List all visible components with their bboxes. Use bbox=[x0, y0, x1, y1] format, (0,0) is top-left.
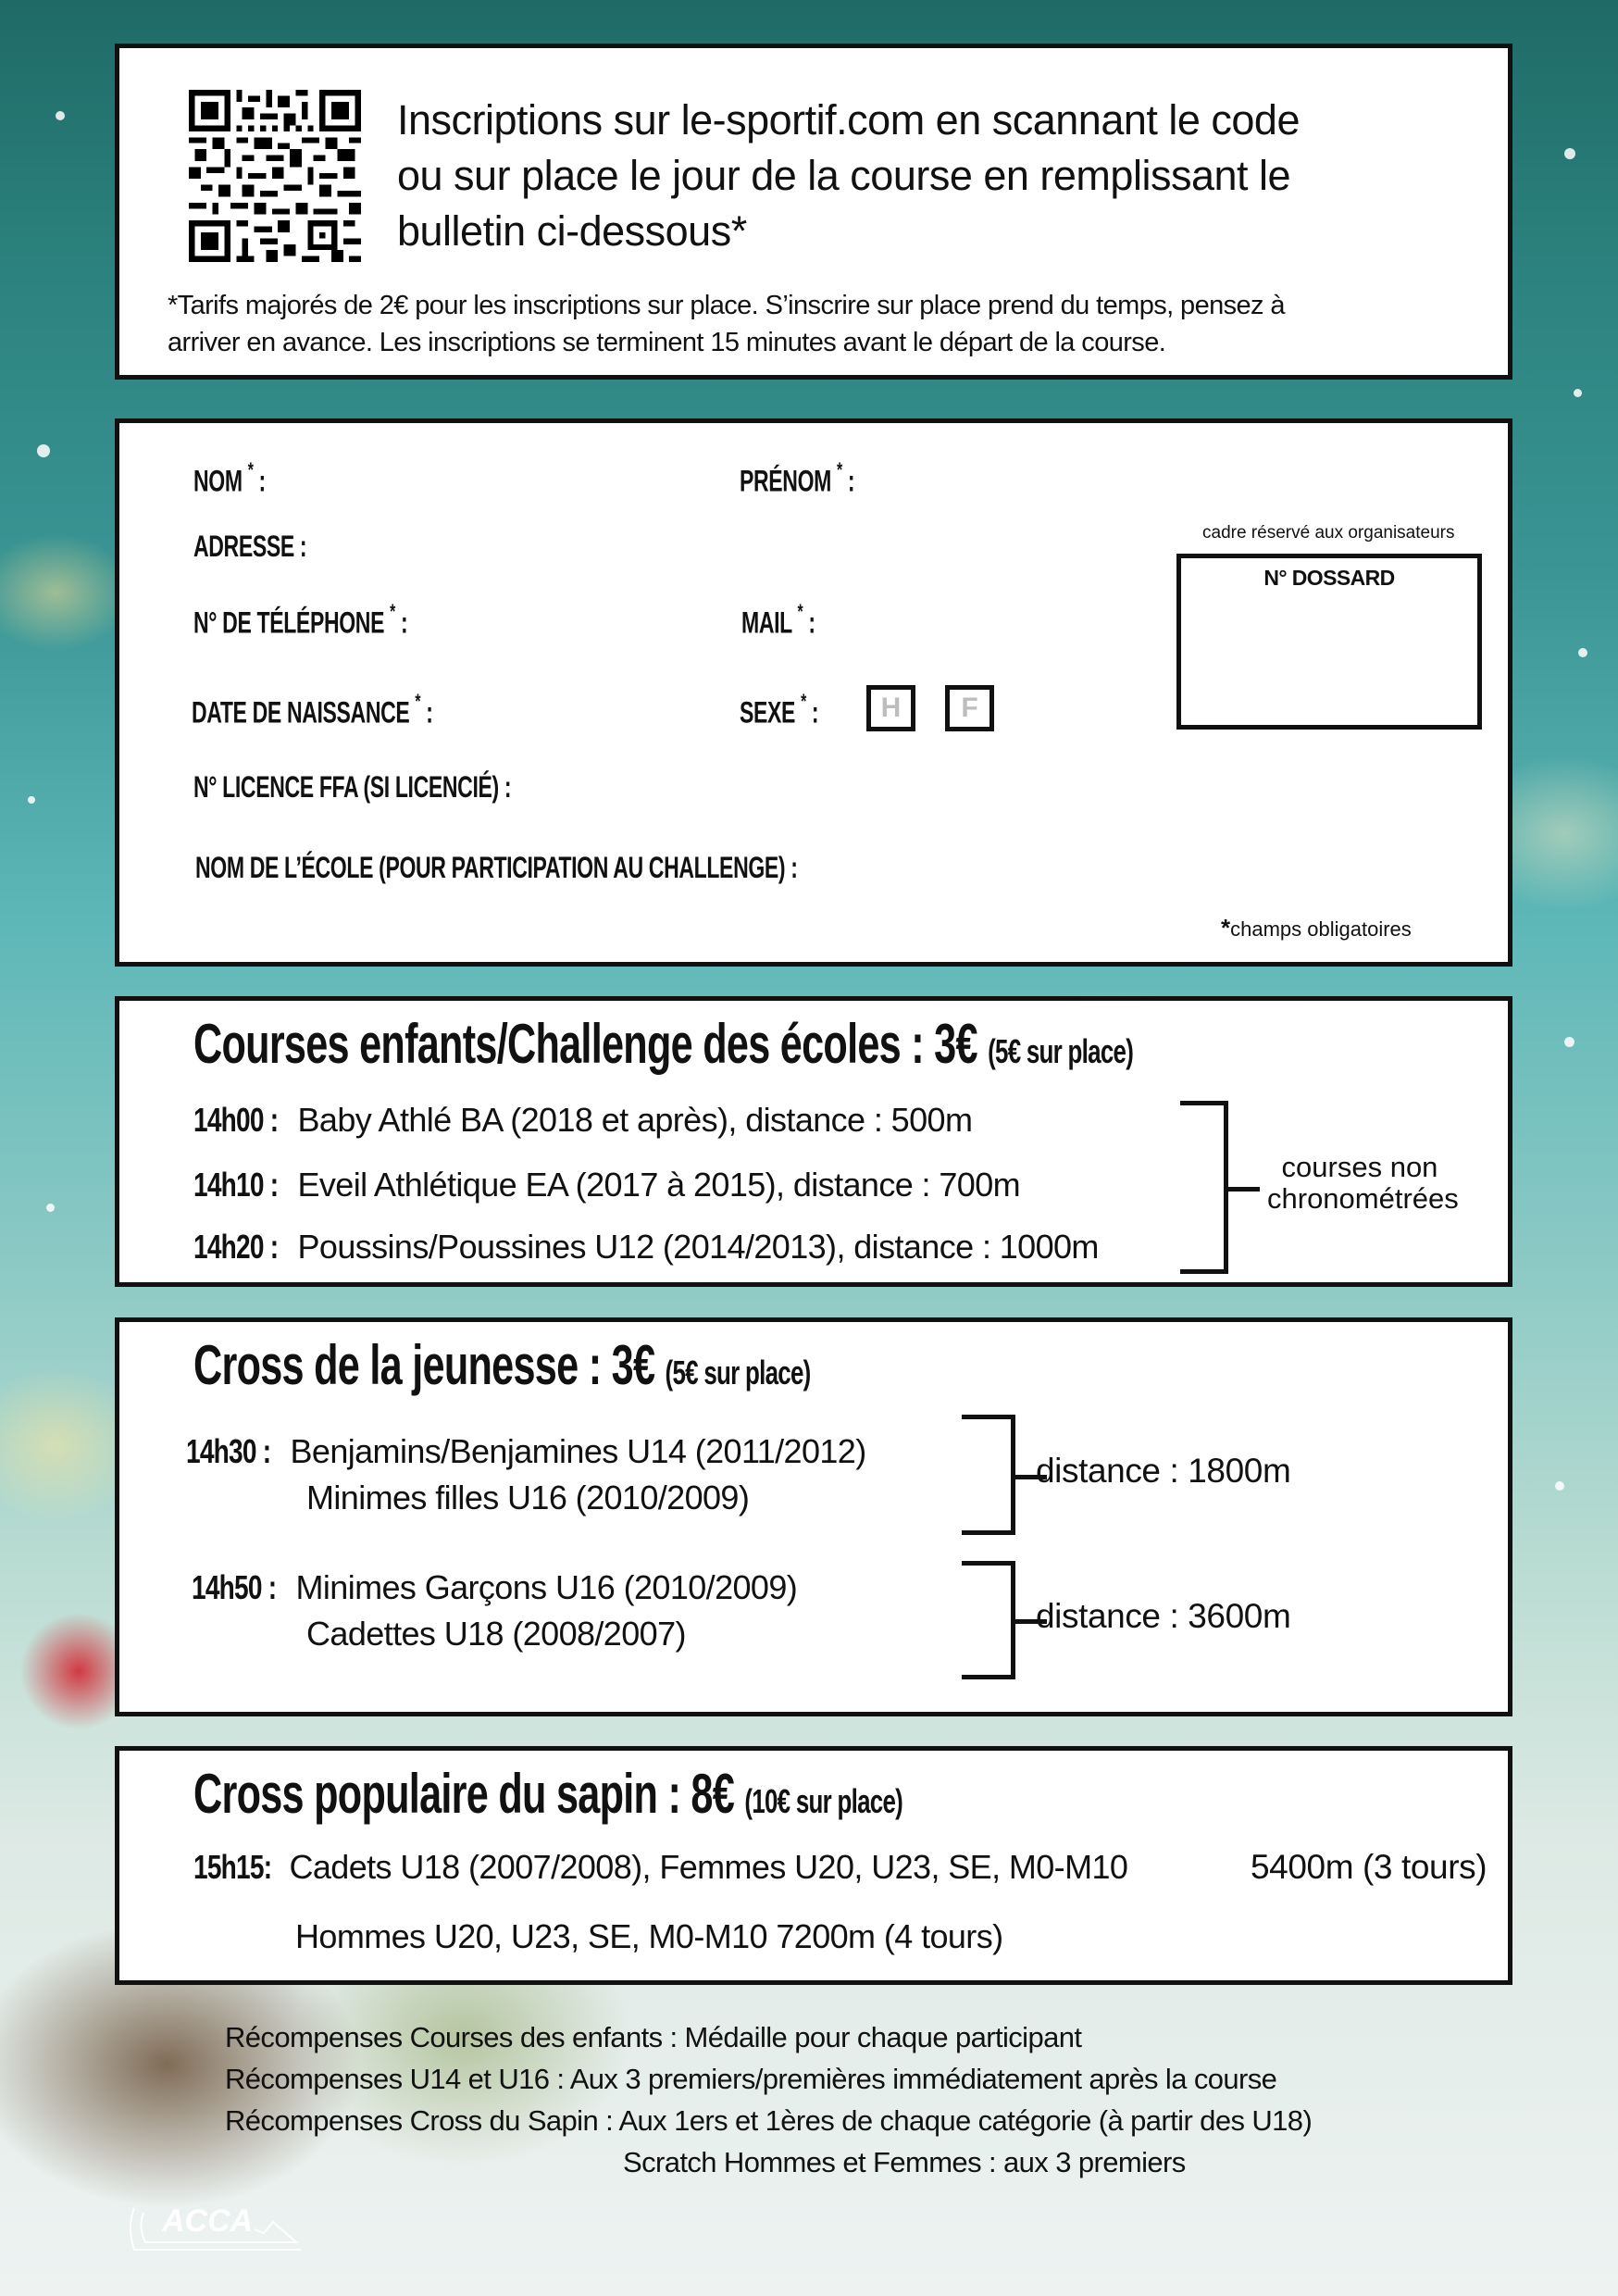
race-categories: Cadets U18 (2007/2008), Femmes U20, U23, SE, M0-M10 bbox=[280, 1848, 1128, 1886]
onsite-price: (5€ sur place) bbox=[988, 1032, 1134, 1070]
required-mark: * bbox=[801, 690, 806, 713]
section-title bbox=[193, 1762, 902, 1826]
bracket-3600 bbox=[962, 1561, 1015, 1679]
onsite-price: (5€ sur place) bbox=[665, 1354, 811, 1391]
dossard-caption: cadre réservé aux organisateurs bbox=[1202, 523, 1455, 543]
race-row bbox=[295, 1917, 1003, 1956]
section-title bbox=[193, 1012, 1133, 1076]
title-text: Cross de la jeunesse : 3€ bbox=[193, 1334, 655, 1396]
field-telephone[interactable] bbox=[193, 600, 408, 641]
title-text: Cross populaire du sapin : 8€ bbox=[193, 1763, 735, 1825]
field-label: NOM bbox=[193, 464, 243, 498]
required-mark: * bbox=[837, 458, 842, 481]
race-category: Minimes Garçons U16 (2010/2009) bbox=[287, 1568, 798, 1606]
bracket-kids bbox=[1180, 1101, 1228, 1274]
race-category: Benjamins/Benjamines U14 (2011/2012) bbox=[281, 1432, 866, 1470]
race-group bbox=[192, 1565, 797, 1657]
field-ecole[interactable] bbox=[195, 851, 798, 885]
section-youth-cross bbox=[115, 1317, 1512, 1716]
distance-men: 7200m (4 tours) bbox=[776, 1917, 1003, 1955]
reward-line: Récompenses Cross du Sapin : Aux 1ers et 1ères de chaque catégorie (à partir des U18) bbox=[225, 2104, 1313, 2137]
mandatory-star: * bbox=[1221, 914, 1231, 942]
mandatory-text: champs obligatoires bbox=[1230, 917, 1412, 941]
pricing-note bbox=[168, 287, 1463, 361]
race-time: 14h10 : bbox=[193, 1166, 279, 1204]
logo-text: ACCA bbox=[162, 2203, 254, 2239]
field-nom[interactable] bbox=[193, 458, 266, 499]
field-label: MAIL bbox=[741, 605, 792, 640]
note-line: courses non bbox=[1281, 1151, 1438, 1183]
required-mark: * bbox=[797, 600, 803, 623]
required-mark: * bbox=[247, 458, 254, 481]
race-row bbox=[193, 1848, 1127, 1887]
field-licence[interactable] bbox=[193, 770, 511, 805]
distance-women: 5400m (3 tours) bbox=[1251, 1848, 1487, 1886]
field-label: DATE DE NAISSANCE bbox=[192, 695, 410, 730]
race-category: Minimes filles U16 (2010/2009) bbox=[306, 1479, 750, 1516]
required-mark: * bbox=[390, 600, 395, 623]
race-time: 14h00 : bbox=[193, 1101, 279, 1139]
headline-line: Inscriptions sur le-sportif.com en scannant le code bbox=[397, 96, 1300, 144]
field-label: ADRESSE : bbox=[193, 530, 307, 563]
race-time: 14h30 : bbox=[186, 1432, 271, 1470]
note-line: chronométrées bbox=[1267, 1182, 1459, 1215]
registration-headline bbox=[397, 93, 1462, 259]
rewards-list bbox=[225, 2016, 1312, 2183]
field-sexe bbox=[740, 690, 819, 730]
race-row bbox=[193, 1228, 1099, 1267]
title-text: Courses enfants/Challenge des écoles : 3€ bbox=[193, 1013, 977, 1075]
label-colon: : bbox=[803, 605, 815, 640]
sexe-checkbox-f[interactable]: F bbox=[945, 685, 994, 731]
reward-line: Récompenses U14 et U16 : Aux 3 premiers/premières immédiatement après la course bbox=[225, 2063, 1277, 2095]
note-line: arriver en avance. Les inscriptions se terminent 15 minutes avant le départ de la course. bbox=[168, 328, 1166, 357]
headline-line: ou sur place le jour de la course en remplissant le bbox=[397, 152, 1291, 199]
race-desc: Poussins/Poussines U12 (2014/2013), distance : 1000m bbox=[289, 1228, 1099, 1266]
qr-code-icon[interactable] bbox=[189, 90, 361, 262]
race-time: 14h20 : bbox=[193, 1228, 279, 1266]
race-time: 14h50 : bbox=[192, 1568, 277, 1606]
race-group bbox=[186, 1429, 866, 1521]
field-date-naissance[interactable] bbox=[192, 690, 433, 730]
reward-line: Scratch Hommes et Femmes : aux 3 premiers bbox=[623, 2146, 1186, 2178]
race-row bbox=[193, 1166, 1020, 1204]
field-label: NOM DE L’ÉCOLE (POUR PARTICIPATION AU CHALLENGE) : bbox=[195, 851, 798, 884]
field-prenom[interactable] bbox=[740, 458, 855, 499]
sexe-checkbox-h[interactable]: H bbox=[866, 685, 915, 731]
race-desc: Baby Athlé BA (2018 et après), distance : 500m bbox=[289, 1101, 973, 1139]
dossard-box bbox=[1176, 554, 1482, 730]
section-title bbox=[193, 1333, 811, 1397]
label-colon: : bbox=[253, 464, 266, 498]
field-mail[interactable] bbox=[741, 600, 815, 641]
field-adresse[interactable] bbox=[193, 530, 306, 564]
race-desc: Eveil Athlétique EA (2017 à 2015), distance : 700m bbox=[289, 1166, 1021, 1204]
headline-line: bulletin ci-dessous* bbox=[397, 207, 747, 255]
dossard-title: N° DOSSARD bbox=[1263, 566, 1395, 590]
acca-logo-icon bbox=[125, 2185, 310, 2268]
distance-label: distance : 3600m bbox=[1036, 1597, 1291, 1635]
label-colon: : bbox=[420, 695, 433, 730]
race-row bbox=[193, 1101, 972, 1140]
race-category: Cadettes U18 (2008/2007) bbox=[306, 1615, 686, 1653]
field-label: SEXE bbox=[740, 695, 796, 730]
label-colon: : bbox=[394, 605, 408, 640]
bracket-1800 bbox=[962, 1415, 1015, 1535]
field-label: PRÉNOM bbox=[740, 464, 831, 498]
section-kids-races bbox=[115, 996, 1512, 1287]
required-mark: * bbox=[415, 690, 421, 713]
distance-label: distance : 1800m bbox=[1036, 1452, 1291, 1490]
registration-info-box bbox=[115, 44, 1512, 380]
label-colon: : bbox=[805, 695, 819, 730]
onsite-price: (10€ sur place) bbox=[744, 1782, 903, 1820]
mandatory-note bbox=[1221, 914, 1412, 942]
section-popular-cross bbox=[115, 1746, 1512, 1985]
note-line: *Tarifs majorés de 2€ pour les inscriptions sur place. S’inscrire sur place prend du temps, pensez à bbox=[168, 291, 1285, 320]
registration-form bbox=[115, 418, 1512, 967]
race-time: 15h15: bbox=[193, 1848, 272, 1886]
race-categories: Hommes U20, U23, SE, M0-M10 bbox=[295, 1917, 767, 1955]
untimed-note bbox=[1267, 1151, 1459, 1215]
reward-line: Récompenses Courses des enfants : Médaille pour chaque participant bbox=[225, 2021, 1082, 2053]
field-label: N° DE TÉLÉPHONE bbox=[193, 605, 385, 640]
label-colon: : bbox=[841, 464, 855, 498]
field-label: N° LICENCE FFA (SI LICENCIÉ) : bbox=[193, 770, 512, 804]
